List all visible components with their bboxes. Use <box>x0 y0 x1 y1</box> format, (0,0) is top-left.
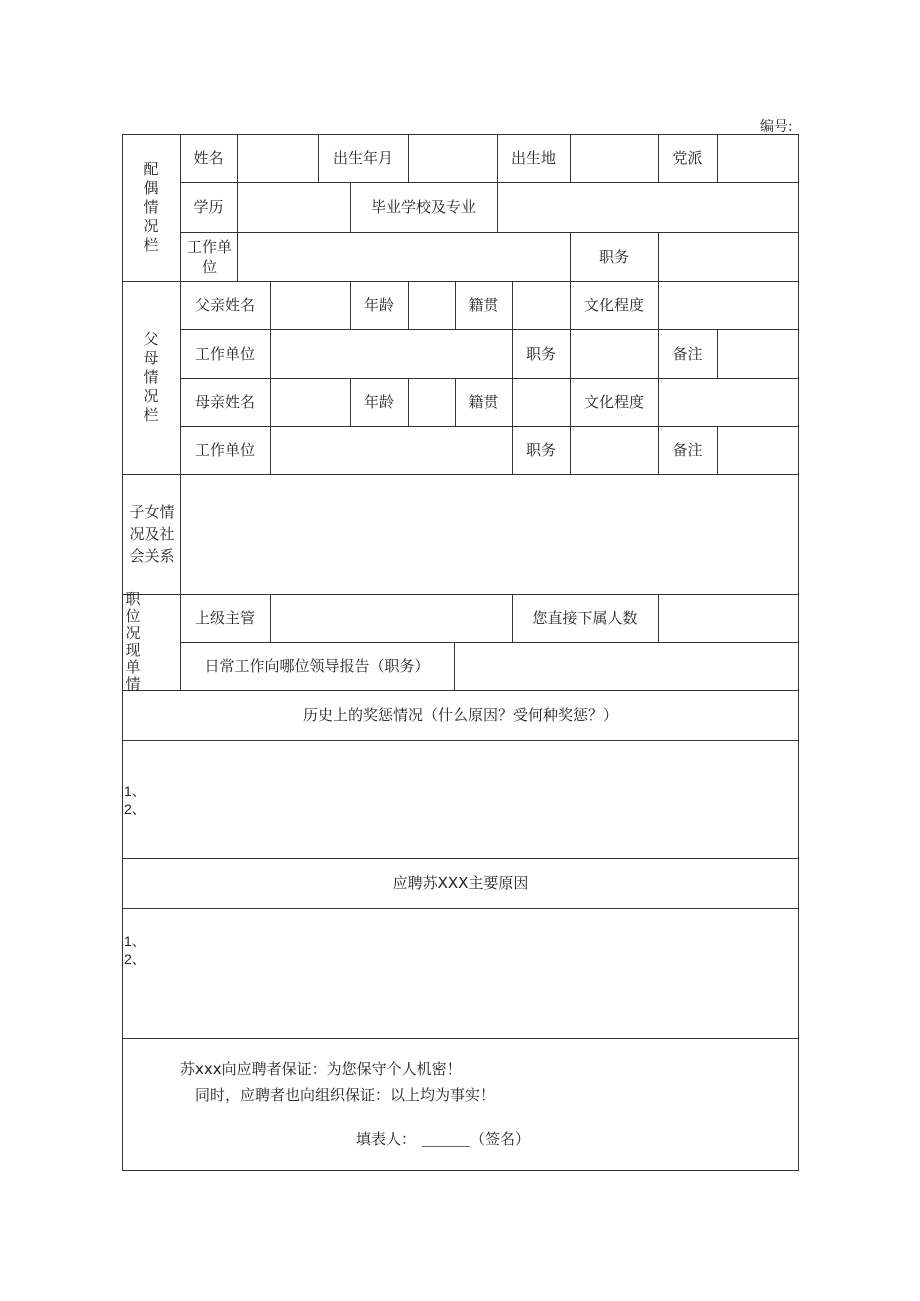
spouse-party-label: 党派 <box>672 149 703 167</box>
awards-item-1: 1、 <box>124 783 146 799</box>
children-section-text: 子女情况及社会关系 <box>129 503 175 565</box>
spouse-position-field[interactable] <box>659 233 798 281</box>
mother-education-label: 文化程度 <box>583 393 644 411</box>
mother-age-label: 年龄 <box>363 393 394 411</box>
awards-item-2: 2、 <box>124 801 146 817</box>
signer-label: 填表人： <box>356 1130 417 1148</box>
reasons-list[interactable] <box>124 932 146 968</box>
mother-remarks-field[interactable] <box>718 427 798 474</box>
mother-remarks-label: 备注 <box>672 441 703 459</box>
spouse-school-major-field[interactable] <box>498 183 798 232</box>
father-position-field[interactable] <box>571 330 658 378</box>
spouse-name-field[interactable] <box>238 135 318 182</box>
father-work-unit-label: 工作单位 <box>194 344 255 363</box>
father-age-field[interactable] <box>409 282 455 329</box>
spouse-birth-date-field[interactable] <box>409 135 497 182</box>
spouse-name-label: 姓名 <box>193 149 224 167</box>
pledge-line-2: 同时，应聘者也向组织保证：以上均为事实！ <box>195 1086 496 1104</box>
superior-field[interactable] <box>271 595 512 642</box>
father-native-place-label: 籍贯 <box>468 296 499 314</box>
subordinates-label: 您直接下属人数 <box>532 609 638 627</box>
table-border-bottom <box>122 1170 799 1171</box>
spouse-school-major-label: 毕业学校及专业 <box>370 198 476 216</box>
parents-section-label: 父母情况栏 <box>143 330 159 424</box>
mother-native-place-label: 籍贯 <box>468 393 499 411</box>
father-remarks-field[interactable] <box>718 330 798 378</box>
table-border-right <box>798 134 799 1171</box>
spouse-position-label: 职务 <box>598 247 629 266</box>
sign-suffix: （签名） <box>470 1130 531 1148</box>
spouse-party-field[interactable] <box>718 135 798 182</box>
spouse-birthplace-label: 出生地 <box>510 149 556 167</box>
signer-blank[interactable]: ________ <box>422 1133 471 1147</box>
mother-name-label: 母亲姓名 <box>194 393 255 411</box>
father-education-label: 文化程度 <box>583 296 644 314</box>
awards-list[interactable] <box>124 782 146 818</box>
mother-name-field[interactable] <box>271 379 350 426</box>
father-position-label: 职务 <box>525 344 556 363</box>
father-remarks-label: 备注 <box>672 344 703 363</box>
job-section-label: 职位况现单情 <box>125 590 141 693</box>
father-name-field[interactable] <box>271 282 350 329</box>
pledge-line-1: 苏xxx向应聘者保证：为您保守个人机密！ <box>180 1060 462 1078</box>
spouse-education-label: 学历 <box>193 198 224 216</box>
reasons-item-2: 2、 <box>124 951 146 967</box>
spouse-birthplace-field[interactable] <box>571 135 658 182</box>
spouse-work-unit-label: 工作单位 <box>186 237 232 276</box>
spouse-education-field[interactable] <box>238 183 350 232</box>
father-name-label: 父亲姓名 <box>194 296 255 314</box>
spouse-work-unit-field[interactable] <box>238 233 570 281</box>
mother-position-label: 职务 <box>525 441 556 459</box>
father-education-field[interactable] <box>659 282 798 329</box>
reasons-title: 应聘苏XXX主要原因 <box>392 874 529 892</box>
superior-label: 上级主管 <box>194 609 255 627</box>
mother-work-unit-field[interactable] <box>271 427 512 474</box>
spouse-section-label: 配偶情况栏 <box>143 160 159 254</box>
report-to-label: 日常工作向哪位领导报告（职务） <box>204 657 430 675</box>
mother-age-field[interactable] <box>409 379 455 426</box>
father-work-unit-field[interactable] <box>271 330 512 378</box>
divider <box>122 908 799 909</box>
father-age-label: 年龄 <box>363 296 394 314</box>
mother-position-field[interactable] <box>571 427 658 474</box>
children-relations-field[interactable] <box>181 475 798 594</box>
children-section-label <box>124 474 180 594</box>
mother-work-unit-label: 工作单位 <box>194 441 255 459</box>
divider <box>122 1038 799 1039</box>
mother-native-place-field[interactable] <box>513 379 570 426</box>
signer-row <box>356 1128 530 1149</box>
spouse-birth-date-label: 出生年月 <box>332 149 393 167</box>
reasons-item-1: 1、 <box>124 933 146 949</box>
father-native-place-field[interactable] <box>513 282 570 329</box>
subordinates-field[interactable] <box>659 595 798 642</box>
awards-title: 历史上的奖惩情况（什么原因？受何种奖惩？） <box>302 706 618 724</box>
report-to-field[interactable] <box>455 643 798 690</box>
divider <box>122 740 799 741</box>
serial-number-label: 编号: <box>760 119 793 135</box>
mother-education-field[interactable] <box>659 379 798 426</box>
